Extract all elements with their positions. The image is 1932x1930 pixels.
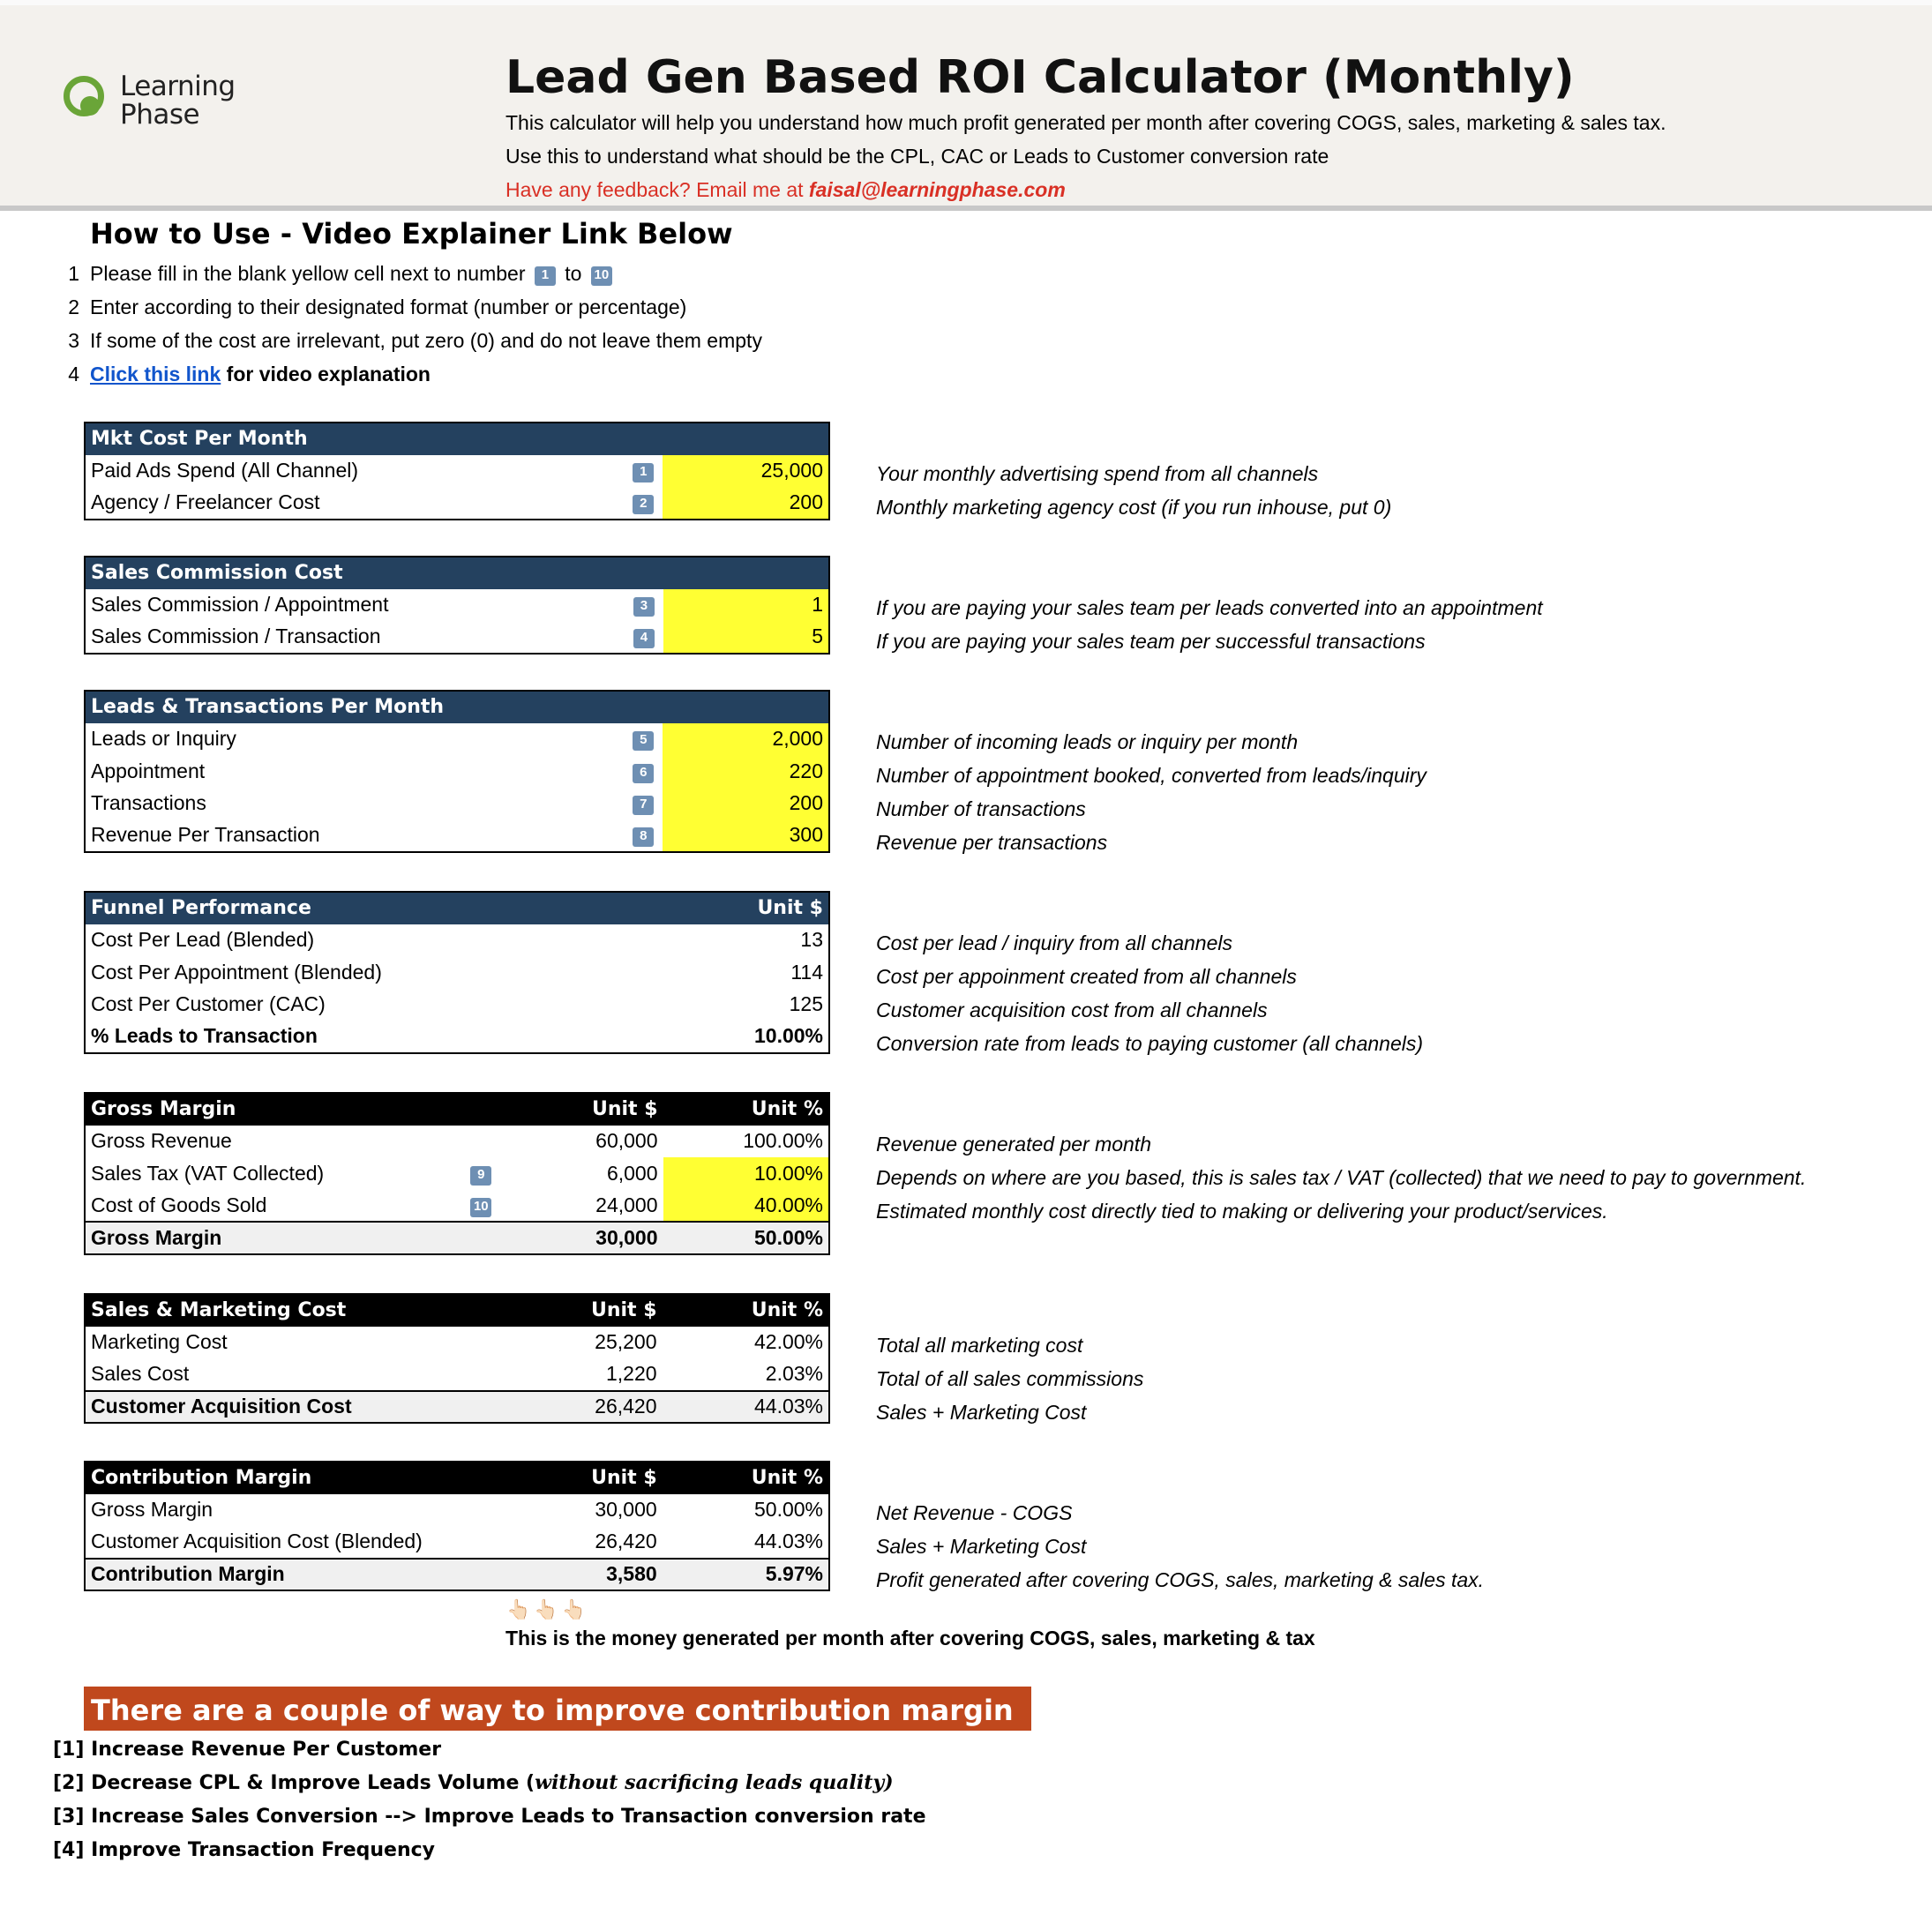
step-text: If some of the cost are irrelevant, put zero (0) and do not leave them empty: [90, 329, 762, 352]
gross-margin-table: [84, 1092, 830, 1255]
note: Number of transactions: [876, 797, 1086, 820]
table-header: Sales Commission Cost: [85, 557, 829, 589]
number-8-icon: 8: [633, 827, 654, 847]
number-9-icon: 9: [470, 1166, 491, 1186]
table-header: Funnel Performance: [85, 892, 662, 924]
table-row: Sales Commission / Appointment 3 1: [85, 589, 829, 622]
table-header: Leads & Transactions Per Month: [85, 691, 829, 723]
unit-pct-header: Unit %: [663, 1093, 829, 1126]
number-1-icon: 1: [535, 266, 556, 286]
total-row: Contribution Margin 3,580 5.97%: [85, 1559, 829, 1591]
pointing-up-hands-icon: 👆🏻👆🏻👆🏻: [506, 1598, 590, 1620]
appointment-input[interactable]: 220: [663, 755, 829, 788]
number-5-icon: 5: [633, 731, 654, 751]
logo-line-2: Phase: [120, 99, 200, 131]
note: Customer acquisition cost from all channels: [876, 999, 1268, 1021]
note: Revenue generated per month: [876, 1133, 1151, 1156]
table-row: Gross Margin 30,000 50.00%: [91, 1498, 823, 1522]
step-number: 2: [68, 295, 79, 318]
number-2-icon: 2: [633, 495, 654, 514]
paid-ads-input[interactable]: 25,000: [663, 455, 829, 488]
feedback-email-link[interactable]: faisal@learningphase.com: [808, 178, 1066, 201]
note: If you are paying your sales team per successful transactions: [876, 630, 1426, 653]
step-number: 4: [68, 363, 79, 385]
note: Total all marketing cost: [876, 1334, 1083, 1357]
step-text: Enter according to their designated format (number or percentage): [90, 295, 687, 318]
table-row: Agency / Freelancer Cost 2 200: [85, 487, 829, 520]
contribution-margin-table: [84, 1461, 830, 1591]
money-generated-note: This is the money generated per month after covering COGS, sales, marketing & tax: [505, 1627, 1315, 1649]
number-3-icon: 3: [633, 597, 655, 617]
improve-item: [2] Decrease CPL & Improve Leads Volume (without sacrificing leads quality): [53, 1771, 894, 1794]
table-row: Marketing Cost 25,200 42.00%: [91, 1330, 823, 1354]
leads-transactions-table: [84, 690, 830, 853]
sales-tax-input[interactable]: 10.00%: [663, 1157, 829, 1190]
number-10-icon: 10: [470, 1198, 491, 1217]
logo-text: [120, 72, 236, 129]
note: Revenue per transactions: [876, 831, 1108, 854]
table-row: Cost of Goods Sold 10 24,000 40.00%: [85, 1190, 829, 1223]
note: Total of all sales commissions: [876, 1367, 1144, 1390]
table-row: Cost Per Customer (CAC) 125: [91, 992, 823, 1016]
table-row: Customer Acquisition Cost (Blended) 26,420 44.03%: [91, 1530, 823, 1553]
total-row: Customer Acquisition Cost 26,420 44.03%: [85, 1391, 829, 1424]
note: Sales + Marketing Cost: [876, 1535, 1087, 1558]
improve-item: [3] Increase Sales Conversion --> Improve Leads to Transaction conversion rate: [53, 1806, 926, 1828]
step-number: 1: [68, 262, 79, 285]
note: Cost per appoinment created from all channels: [876, 965, 1297, 988]
video-explainer-link[interactable]: Click this link: [90, 363, 221, 385]
logo-line-1: Learning: [120, 71, 236, 102]
table-header: Mkt Cost Per Month: [85, 423, 829, 455]
note: Cost per lead / inquiry from all channels: [876, 931, 1232, 954]
number-6-icon: 6: [633, 764, 654, 783]
table-row: Cost Per Lead (Blended) 13: [91, 928, 823, 952]
unit-pct-header: Unit %: [663, 1294, 829, 1327]
learning-phase-logo: [64, 72, 240, 134]
subtitle-2: Use this to understand what should be the CPL, CAC or Leads to Customer conversion rate: [505, 145, 1329, 168]
table-row: Transactions 7 200: [85, 788, 829, 820]
table-row: Sales Tax (VAT Collected) 9 6,000 10.00%: [85, 1157, 829, 1190]
note: Depends on where are you based, this is sales tax / VAT (collected) that we need to pay to government.: [876, 1166, 1807, 1189]
note: Your monthly advertising spend from all channels: [876, 462, 1319, 485]
leads-input[interactable]: 2,000: [663, 723, 829, 756]
subtitle-1: This calculator will help you understand how much profit generated per month after covering COGS, sales, marketing & sales tax.: [505, 111, 1666, 134]
table-row: Cost Per Appointment (Blended) 114: [91, 960, 823, 984]
number-10-icon: 10: [591, 266, 612, 286]
note: Sales + Marketing Cost: [876, 1401, 1087, 1424]
number-4-icon: 4: [633, 629, 655, 648]
note: Conversion rate from leads to paying customer (all channels): [876, 1032, 1424, 1055]
page-title: Lead Gen Based ROI Calculator (Monthly): [505, 51, 1575, 104]
note: If you are paying your sales team per leads converted into an appointment: [876, 596, 1543, 619]
transactions-input[interactable]: 200: [663, 788, 829, 820]
step-text: Click this link for video explanation: [90, 363, 431, 385]
agency-cost-input[interactable]: 200: [663, 487, 829, 520]
table-row: Sales Cost 1,220 2.03%: [91, 1362, 823, 1386]
table-row: Leads or Inquiry 5 2,000: [85, 723, 829, 756]
note: Number of appointment booked, converted from leads/inquiry: [876, 764, 1427, 787]
total-row: Gross Margin 30,000 50.00%: [85, 1222, 829, 1254]
note: Profit generated after covering COGS, sales, marketing & sales tax.: [876, 1568, 1485, 1591]
note: Net Revenue - COGS: [876, 1501, 1073, 1524]
unit-dollar-header: Unit $: [500, 1093, 663, 1126]
note: Number of incoming leads or inquiry per month: [876, 730, 1299, 753]
improve-title-bar: There are a couple of way to improve contribution margin: [84, 1687, 1031, 1731]
unit-dollar-header: Unit $: [498, 1294, 662, 1327]
feedback-line: [505, 178, 1066, 202]
unit-header: Unit $: [662, 892, 829, 924]
revenue-per-transaction-input[interactable]: 300: [663, 819, 829, 852]
step-number: 3: [68, 329, 79, 352]
table-header: Contribution Margin: [85, 1462, 498, 1494]
logo-ring-icon: [64, 76, 104, 116]
mkt-cost-table: [84, 422, 830, 520]
table-row: Sales Commission / Transaction 4 5: [85, 621, 829, 654]
table-row: % Leads to Transaction 10.00%: [91, 1024, 823, 1048]
unit-pct-header: Unit %: [663, 1462, 829, 1494]
table-row: Appointment 6 220: [85, 755, 829, 788]
table-header: Sales & Marketing Cost: [85, 1294, 498, 1327]
unit-dollar-header: Unit $: [498, 1462, 662, 1494]
funnel-performance-table: [84, 891, 830, 1054]
step-text: Please fill in the blank yellow cell next to number 1 to 10: [90, 262, 616, 286]
table-row: Gross Revenue 60,000 100.00%: [91, 1129, 823, 1153]
header-banner: [0, 5, 1932, 211]
note: Monthly marketing agency cost (if you run inhouse, put 0): [876, 496, 1392, 519]
table-row: Paid Ads Spend (All Channel) 1 25,000: [85, 455, 829, 488]
cogs-input[interactable]: 40.00%: [663, 1190, 829, 1223]
sales-marketing-table: [84, 1293, 830, 1424]
feedback-prefix: Have any feedback? Email me at: [505, 178, 809, 201]
table-row: Revenue Per Transaction 8 300: [85, 819, 829, 852]
commission-transaction-input[interactable]: 5: [663, 621, 829, 654]
commission-appointment-input[interactable]: 1: [663, 589, 829, 622]
sales-commission-table: [84, 556, 830, 655]
improve-item: [4] Improve Transaction Frequency: [53, 1839, 436, 1861]
improve-item: [1] Increase Revenue Per Customer: [53, 1739, 442, 1761]
number-7-icon: 7: [633, 796, 654, 815]
table-header: Gross Margin: [85, 1093, 461, 1126]
howto-title: How to Use - Video Explainer Link Below: [90, 217, 733, 251]
note: Estimated monthly cost directly tied to making or delivering your product/services.: [876, 1200, 1608, 1223]
number-1-icon: 1: [633, 463, 654, 482]
